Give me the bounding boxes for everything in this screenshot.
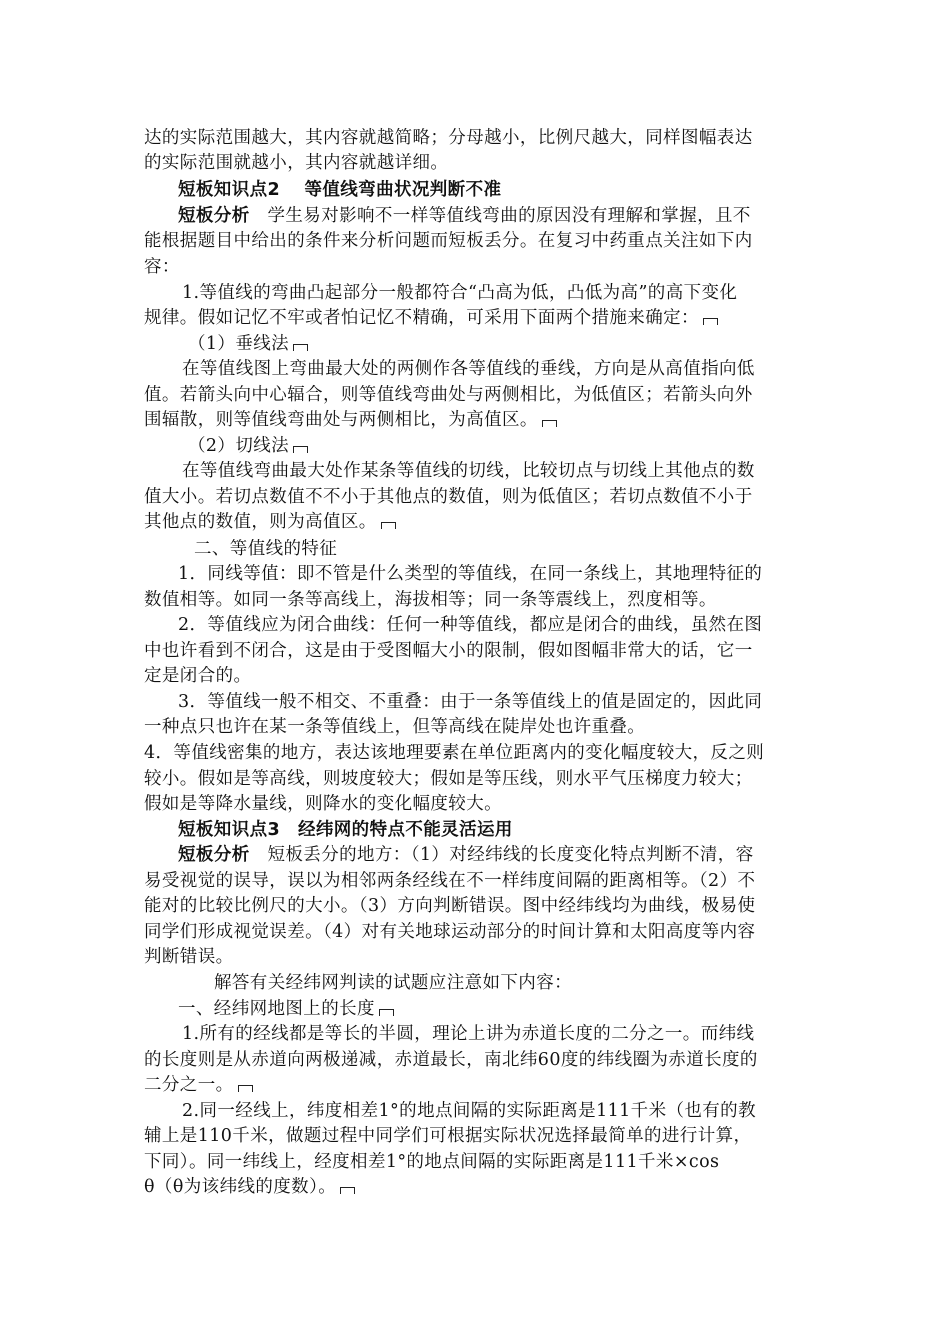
section-heading: 短板知识点3 经纬网的特点不能灵活运用 bbox=[178, 820, 513, 840]
text-line: 1.等值线的弯曲凸起部分一般都符合“凸高为低，凸低为高”的高下变化 bbox=[182, 283, 738, 303]
text-line: 围辐散，则等值线弯曲处与两侧相比，为高值区。 bbox=[144, 410, 538, 430]
text-line: 容： bbox=[144, 257, 180, 277]
text-line: 3．等值线一般不相交、不重叠：由于一条等值线上的值是固定的，因此同 bbox=[178, 692, 763, 712]
paragraph-line bbox=[178, 997, 394, 1021]
paragraph-mark-icon bbox=[293, 344, 308, 351]
text-line: 二分之一。 bbox=[144, 1075, 234, 1095]
text-line: 辅上是110千米，做题过程中同学们可根据实际状况选择最简单的进行计算， bbox=[144, 1126, 752, 1146]
text-line: 的长度则是从赤道向两极递减，赤道最长，南北纬60度的纬线圈为赤道长度的 bbox=[144, 1050, 758, 1070]
text-line: 2.同一经线上，纬度相差1°的地点间隔的实际距离是111千米（也有的教 bbox=[182, 1101, 756, 1121]
paragraph-line bbox=[144, 510, 396, 534]
text-line: 易受视觉的误导，误以为相邻两条经线在不一样纬度间隔的距离相等。（2）不 bbox=[144, 871, 756, 891]
text-line: 规律。假如记忆不牢或者怕记忆不精确，可采用下面两个措施来确定： bbox=[144, 308, 699, 328]
text-line: 一、经纬网地图上的长度 bbox=[178, 999, 375, 1019]
paragraph-mark-icon bbox=[293, 446, 308, 453]
paragraph-mark-icon bbox=[703, 318, 718, 325]
paragraph-line bbox=[178, 843, 754, 867]
text-line: 短板丢分的地方：（1）对经纬线的长度变化特点判断不清，容 bbox=[249, 845, 754, 865]
text-line: 定是闭合的。 bbox=[144, 666, 252, 686]
text-line: 达的实际范围越大，其内容就越简略；分母越小，比例尺越大，同样图幅表达 bbox=[144, 128, 753, 148]
paragraph-line bbox=[144, 306, 718, 330]
text-line: 1．同线等值：即不管是什么类型的等值线，在同一条线上，其地理特征的 bbox=[178, 564, 763, 584]
text-line: 数值相等。如同一条等高线上，海拔相等；同一条等震线上，烈度相等。 bbox=[144, 590, 717, 610]
text-line: 能对的比较比例尺的大小。（3）方向判断错误。图中经纬线均为曲线，极易使 bbox=[144, 896, 756, 916]
text-line: 较小。假如是等高线，则坡度较大；假如是等压线，则水平气压梯度力较大； bbox=[144, 769, 753, 789]
text-line: 在等值线图上弯曲最大处的两侧作各等值线的垂线，方向是从高值指向低 bbox=[182, 359, 755, 379]
text-line: 1.所有的经线都是等长的半圆，理论上讲为赤道长度的二分之一。而纬线 bbox=[182, 1024, 755, 1044]
text-line: 学生易对影响不一样等值线弯曲的原因没有理解和掌握，且不 bbox=[249, 206, 751, 226]
paragraph-line bbox=[144, 1175, 355, 1199]
text-line: 值。若箭头向中心辐合，则等值线弯曲处与两侧相比，为低值区；若箭头向外 bbox=[144, 385, 753, 405]
text-line: 的实际范围就越小，其内容就越详细。 bbox=[144, 153, 449, 173]
paragraph-line bbox=[188, 332, 308, 356]
text-line: 2．等值线应为闭合曲线：任何一种等值线，都应是闭合的曲线，虽然在图 bbox=[178, 615, 763, 635]
analysis-label: 短板分析 bbox=[178, 845, 250, 865]
paragraph-mark-icon bbox=[381, 522, 396, 529]
section-heading: 短板知识点2 等值线弯曲状况判断不准 bbox=[178, 180, 502, 200]
text-line: 下同）。同一纬线上，经度相差1°的地点间隔的实际距离是111千米×cos bbox=[144, 1152, 720, 1172]
paragraph-line bbox=[144, 1073, 253, 1097]
text-line: 一种点只也许在某一条等值线上，但等高线在陡岸处也许重叠。 bbox=[144, 717, 646, 737]
text-line: 4．等值线密集的地方，表达该地理要素在单位距离内的变化幅度较大，反之则 bbox=[144, 743, 765, 763]
text-line: θ（θ为该纬线的度数）。 bbox=[144, 1177, 337, 1197]
text-line: （1）垂线法 bbox=[188, 334, 290, 354]
paragraph-mark-icon bbox=[340, 1187, 355, 1194]
analysis-label: 短板分析 bbox=[178, 206, 250, 226]
paragraph-mark-icon bbox=[542, 420, 557, 427]
paragraph-mark-icon bbox=[379, 1009, 394, 1016]
text-line: 中也许看到不闭合，这是由于受图幅大小的限制，假如图幅非常大的话，它一 bbox=[144, 641, 753, 661]
paragraph-mark-icon bbox=[238, 1085, 253, 1092]
paragraph-line bbox=[188, 434, 308, 458]
text-line: 判断错误。 bbox=[144, 947, 234, 967]
text-line: （2）切线法 bbox=[188, 436, 290, 456]
text-line: 在等值线弯曲最大处作某条等值线的切线，比较切点与切线上其他点的数 bbox=[182, 461, 755, 481]
paragraph-line bbox=[144, 408, 557, 432]
text-line: 假如是等降水量线，则降水的变化幅度较大。 bbox=[144, 794, 502, 814]
text-line: 值大小。若切点数值不不小于其他点的数值，则为低值区；若切点数值不小于 bbox=[144, 487, 753, 507]
text-line: 同学们形成视觉误差。（4）对有关地球运动部分的时间计算和太阳高度等内容 bbox=[144, 922, 756, 942]
text-line: 能根据题目中给出的条件来分析问题而短板丢分。在复习中药重点关注如下内 bbox=[144, 231, 753, 251]
text-line: 解答有关经纬网判读的试题应注意如下内容： bbox=[214, 973, 572, 993]
paragraph-line bbox=[178, 204, 751, 228]
text-line: 其他点的数值，则为高值区。 bbox=[144, 512, 377, 532]
text-line: 二、等值线的特征 bbox=[194, 539, 338, 559]
